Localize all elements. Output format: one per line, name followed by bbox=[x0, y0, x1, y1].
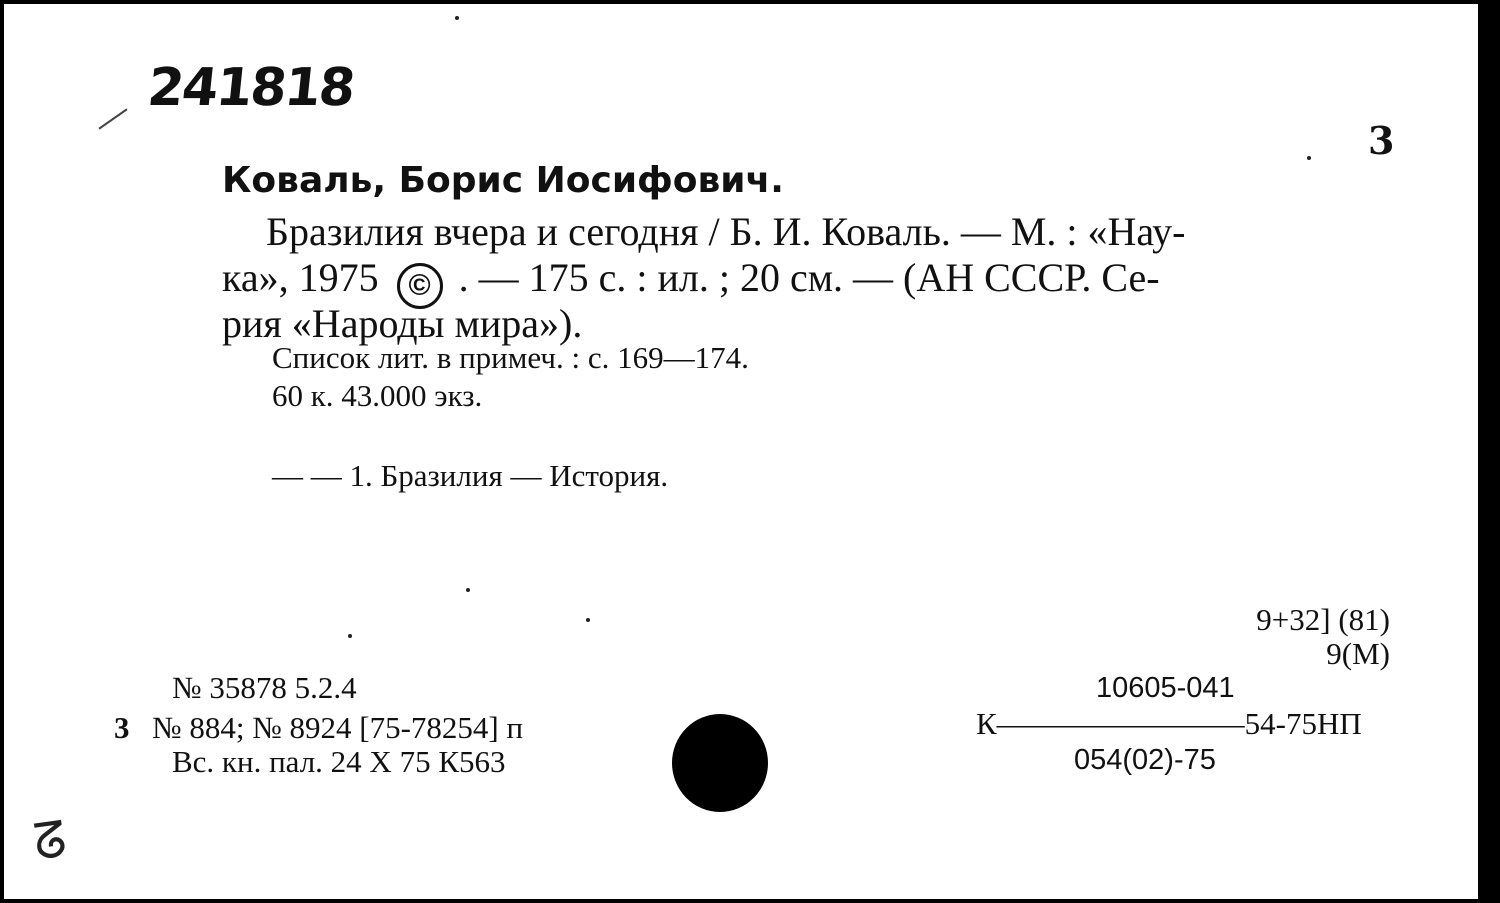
price-print-run: 60 к. 43.000 экз. bbox=[272, 378, 483, 413]
title-line-2a: ка», 1975 bbox=[222, 255, 379, 300]
speck bbox=[455, 16, 459, 20]
speck bbox=[586, 618, 590, 622]
speck bbox=[348, 634, 352, 638]
handwritten-mark: ᘔ bbox=[30, 810, 71, 872]
price-code-bottom: 054(02)-75 bbox=[1074, 744, 1216, 776]
handwritten-number: 241818 bbox=[144, 58, 357, 118]
card-edge-left bbox=[0, 0, 4, 903]
punch-hole bbox=[672, 714, 768, 812]
record-codes: № 884; № 8924 [75-78254] п bbox=[152, 710, 524, 745]
record-prefix: 3 bbox=[114, 710, 130, 745]
copyright-icon: © bbox=[397, 263, 443, 309]
subject-heading: — — 1. Бразилия — История. bbox=[272, 458, 669, 493]
classification-2: 9(М) bbox=[1326, 636, 1390, 671]
card-edge-right bbox=[1478, 0, 1500, 903]
chamber-code: Вс. кн. пал. 24 X 75 К563 bbox=[172, 744, 506, 779]
classification-1: 9+32] (81) bbox=[1256, 602, 1390, 637]
bibliography-note: Список лит. в примеч. : с. 169—174. bbox=[272, 340, 749, 375]
card-edge-bottom bbox=[0, 899, 1500, 903]
price-code-mid: К————————54-75НП bbox=[976, 706, 1362, 741]
pencil-mark bbox=[99, 108, 128, 129]
record-number: № 35878 5.2.4 bbox=[172, 670, 357, 705]
corner-number: 3 bbox=[1368, 118, 1395, 163]
author-heading: Коваль, Борис Иосифович. bbox=[222, 160, 784, 201]
title-line-1: Бразилия вчера и сегодня / Б. И. Коваль. — М. : «Нау- bbox=[266, 209, 1186, 254]
title-line-2b: . — 175 с. : ил. ; 20 см. — (АН СССР. Се- bbox=[458, 255, 1160, 300]
price-code-top: 10605-041 bbox=[1096, 672, 1235, 704]
title-line-3: рия «Народы мира»). bbox=[222, 301, 583, 346]
speck bbox=[466, 588, 470, 592]
speck bbox=[1307, 156, 1311, 160]
card-edge-top bbox=[0, 0, 1500, 4]
